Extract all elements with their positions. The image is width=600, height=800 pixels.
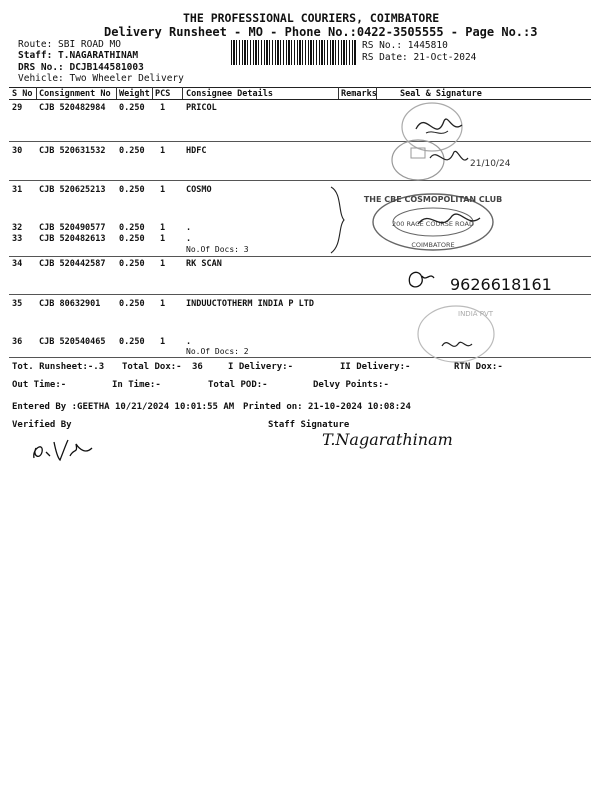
row-30-pcs: 1 (160, 146, 166, 156)
total-dox-value: 36 (192, 362, 203, 372)
row-36-weight: 0.250 (119, 337, 145, 347)
i-delivery: I Delivery:- (228, 362, 294, 372)
row-35-pcs: 1 (160, 299, 166, 309)
row-31-weight: 0.250 (119, 185, 145, 195)
date-note: 21/10/24 (470, 159, 511, 169)
row-31-consignment: CJB 520625213 (39, 185, 106, 195)
seal-city: COIMBATORE (411, 241, 455, 249)
handwritten-phone (404, 262, 564, 296)
seal-faint-text: INDIA PVT (458, 310, 494, 318)
row-29-pcs: 1 (160, 103, 166, 113)
vehicle: Vehicle: Two Wheeler Delivery (18, 73, 184, 84)
row-32-sno: 32 (12, 223, 23, 233)
bracket-mark (328, 185, 348, 255)
row-30-consignment: CJB 520631532 (39, 146, 106, 156)
row-34-pcs: 1 (160, 259, 166, 269)
row-29-sno: 29 (12, 103, 23, 113)
barcode-image (231, 40, 356, 65)
col-header-seal: Seal & Signature (400, 89, 482, 99)
route: Route: SBI ROAD MO (18, 39, 121, 50)
stamp-hdfc (388, 138, 518, 188)
runsheet-subtitle: Delivery Runsheet - MO - Phone No.:0422-3505555 - Page No.:3 (104, 25, 538, 39)
col-divider (182, 87, 183, 99)
verified-by: Verified By (12, 420, 72, 430)
row-35-weight: 0.250 (119, 299, 145, 309)
row-36-sno: 36 (12, 337, 23, 347)
staff-signature-label: Staff Signature (268, 420, 350, 430)
row-32-consignment: CJB 520490577 (39, 223, 106, 233)
row-34-consignment: CJB 520442587 (39, 259, 106, 269)
table-bottom-rule (9, 357, 591, 358)
row-33-weight: 0.250 (119, 234, 145, 244)
phone-number: 9626618161 (450, 275, 552, 294)
row-33-consignment: CJB 520482613 (39, 234, 106, 244)
in-time: In Time:- (112, 380, 161, 390)
col-header-weight: Weight (119, 89, 150, 99)
col-header-consignee: Consignee Details (186, 89, 273, 99)
table-header-rule (9, 99, 591, 100)
drs-no: DRS No.: DCJB144581003 (18, 62, 144, 73)
col-header-pcs: PCS (155, 89, 171, 99)
entered-by: Entered By :GEETHA 10/21/2024 10:01:55 AM (12, 402, 235, 412)
rs-date: RS Date: 21-Oct-2024 (362, 52, 477, 63)
row-35-sno: 35 (12, 299, 23, 309)
row-35-consignment: CJB 80632901 (39, 299, 101, 309)
docs-note-1: No.Of Docs: 3 (186, 245, 249, 254)
tot-runsheet: Tot. Runsheet:-.3 (12, 362, 105, 372)
seal-address: 200 RACE COURSE ROAD (392, 220, 474, 228)
row-36-consignment: CJB 520540465 (39, 337, 106, 347)
table-top-rule (9, 87, 591, 88)
docs-note-2: No.Of Docs: 2 (186, 347, 249, 356)
row-30-sno: 30 (12, 146, 23, 156)
delvy-points: Delvy Points:- (313, 380, 389, 390)
col-divider (36, 87, 37, 99)
col-header-sno: S No (12, 89, 33, 99)
staff-signature: T.Nagarathinam (322, 430, 453, 449)
total-dox-label: Total Dox:- (122, 362, 182, 372)
stamp-induuctotherm (408, 302, 498, 368)
stamp-cosmopolitan (363, 188, 508, 258)
row-31-sno: 31 (12, 185, 23, 195)
total-pod: Total POD:- (208, 380, 268, 390)
row-32-consignee: . (186, 223, 192, 233)
row-34-sno: 34 (12, 259, 23, 269)
row-33-consignee: . (186, 234, 192, 244)
row-35-consignee: INDUUCTOTHERM INDIA P LTD (186, 299, 314, 309)
row-32-pcs: 1 (160, 223, 166, 233)
rtn-dox: RTN Dox:- (454, 362, 503, 372)
row-29-weight: 0.250 (119, 103, 145, 113)
row-33-pcs: 1 (160, 234, 166, 244)
row-29-consignment: CJB 520482984 (39, 103, 106, 113)
rs-no: RS No.: 1445810 (362, 40, 448, 51)
company-title: THE PROFESSIONAL COURIERS, COIMBATORE (183, 11, 440, 25)
row-34-weight: 0.250 (119, 259, 145, 269)
row-34-consignee: RK SCAN (186, 259, 222, 269)
seal-club-name: THE CBE COSMOPOLITAN CLUB (363, 195, 503, 204)
verifier-signature-text: S.VR (30, 434, 33, 435)
row-32-weight: 0.250 (119, 223, 145, 233)
staff: Staff: T.NAGARATHINAM (18, 50, 139, 61)
row-31-pcs: 1 (160, 185, 166, 195)
row-36-pcs: 1 (160, 337, 166, 347)
row-36-consignee: . (186, 337, 192, 347)
col-divider (116, 87, 117, 99)
col-header-consignment: Consignment No (39, 89, 111, 99)
col-divider (338, 87, 339, 99)
verifier-signature (30, 434, 100, 464)
out-time: Out Time:- (12, 380, 67, 390)
col-header-remarks: Remarks (341, 89, 377, 99)
ii-delivery: II Delivery:- (340, 362, 411, 372)
col-divider (152, 87, 153, 99)
printed-on: Printed on: 21-10-2024 10:08:24 (243, 402, 411, 412)
row-30-consignee: HDFC (186, 146, 207, 156)
row-33-sno: 33 (12, 234, 23, 244)
row-30-weight: 0.250 (119, 146, 145, 156)
row-29-consignee: PRICOL (186, 103, 217, 113)
row-31-consignee: COSMO (186, 185, 212, 195)
